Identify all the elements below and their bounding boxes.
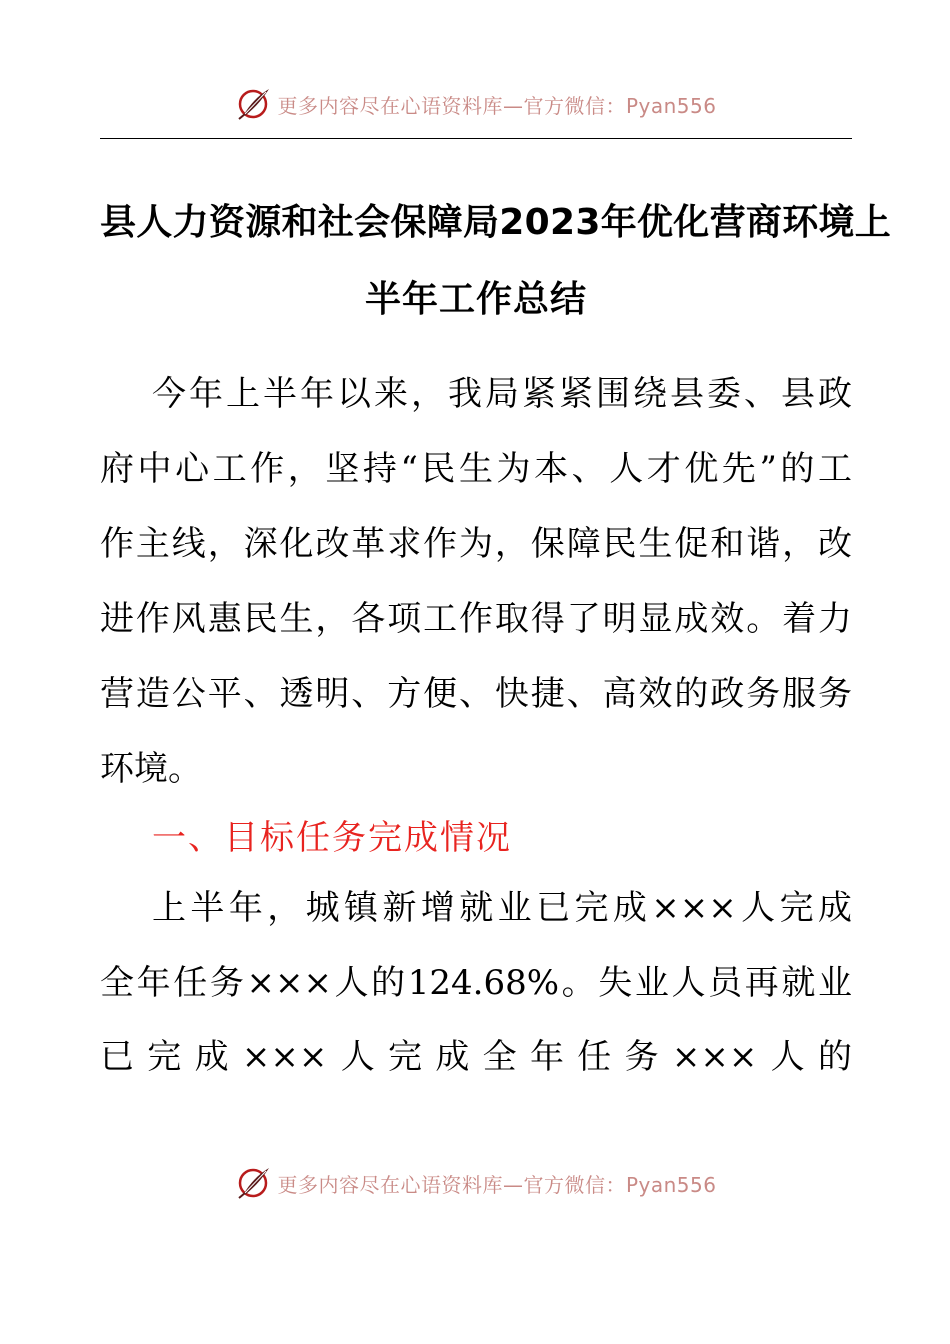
- intro-paragraph-line: 营造公平、透明、方便、快捷、高效的政务服务: [100, 674, 852, 714]
- section-heading: 一、目标任务完成情况: [152, 818, 512, 858]
- intro-paragraph-line: 府中心工作，坚持“民生为本、人才优先”的工: [100, 449, 852, 489]
- header-banner: [0, 82, 950, 126]
- document-title-line-1: 县人力资源和社会保障局2023年优化营商环境上: [100, 202, 892, 243]
- intro-paragraph-line: 进作风惠民生，各项工作取得了明显成效。着力: [100, 599, 852, 639]
- intro-paragraph-line: 作主线，深化改革求作为，保障民生促和谐，改: [100, 524, 852, 564]
- intro-paragraph-line: 环境。: [100, 749, 202, 789]
- footer-banner-text: 更多内容尽在心语资料库—官方微信：Pyan556: [277, 1172, 717, 1197]
- document-title-line-2: 半年工作总结: [364, 279, 587, 320]
- section-paragraph-line: 全年任务×××人的124.68%。失业人员再就业: [100, 963, 852, 1003]
- header-divider: [100, 138, 852, 139]
- section-paragraph-line: 已完成×××人完成全年任务×××人的: [100, 1037, 852, 1077]
- feather-pen-logo-icon: [233, 1163, 273, 1203]
- section-paragraph-line: 上半年，城镇新增就业已完成×××人完成: [152, 888, 852, 928]
- intro-paragraph-line: 今年上半年以来，我局紧紧围绕县委、县政: [152, 374, 852, 414]
- header-banner-text: 更多内容尽在心语资料库—官方微信：Pyan556: [277, 93, 717, 118]
- footer-banner: [0, 1161, 950, 1205]
- feather-pen-logo-icon: [233, 84, 273, 124]
